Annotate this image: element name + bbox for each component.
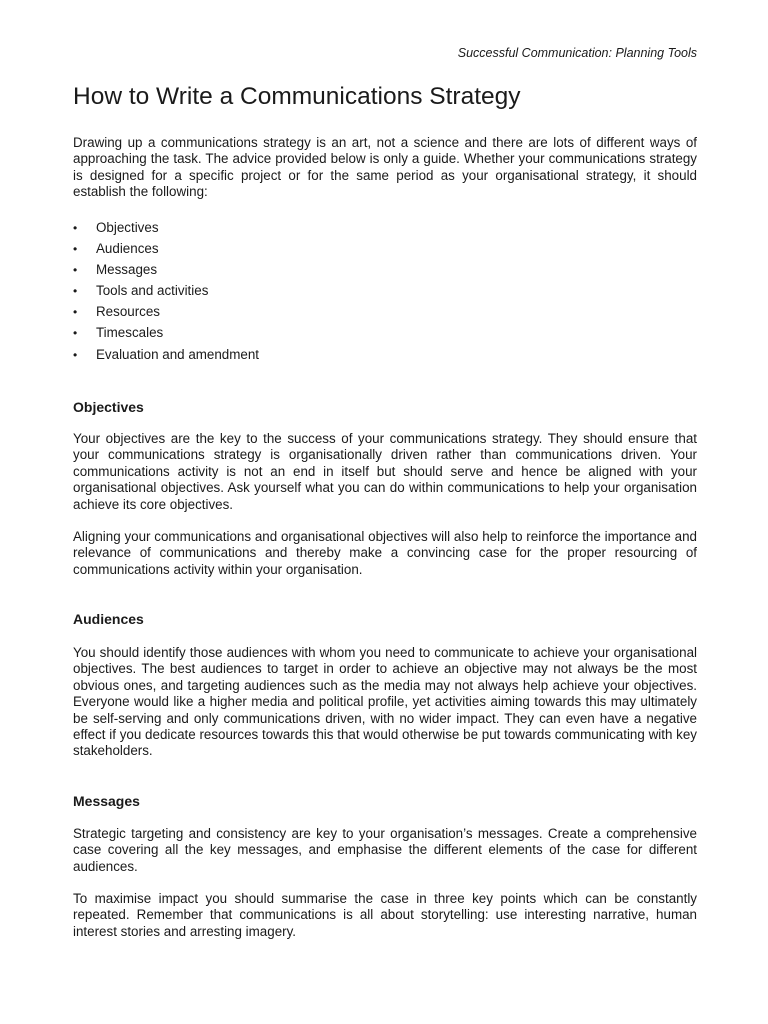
running-header: Successful Communication: Planning Tools [457, 46, 697, 60]
bullet-icon: • [73, 284, 78, 299]
messages-paragraph-1: Strategic targeting and consistency are key to your organisation’s messages. Create a comprehensive case covering all the key messages, and emphasise the different elements of the case for different audiences. [73, 826, 697, 874]
list-item-label: Tools and activities [96, 283, 209, 299]
list-item [73, 241, 259, 262]
list-item [73, 283, 259, 304]
list-item-label: Audiences [96, 241, 159, 257]
strategy-elements-list [73, 220, 259, 368]
objectives-paragraph-2: Aligning your communications and organisational objectives will also help to reinforce the importance and relevance of communications and thereby make a convincing case for the proper resourcing of communications activity within your organisation. [73, 529, 697, 577]
messages-paragraph-2: To maximise impact you should summarise the case in three key points which can be constantly repeated. Remember that communications is all about storytelling: use interesting narrative, human interest stories and arresting imagery. [73, 891, 697, 939]
bullet-icon: • [73, 221, 78, 235]
list-item-label: Timescales [96, 325, 164, 341]
list-item [73, 325, 259, 346]
bullet-icon: • [73, 242, 78, 257]
list-item [73, 220, 259, 241]
page-title: How to Write a Communications Strategy [73, 83, 521, 110]
bullet-icon: • [73, 263, 78, 278]
bullet-icon: • [73, 305, 78, 320]
list-item [73, 262, 259, 283]
intro-paragraph: Drawing up a communications strategy is an art, not a science and there are lots of different ways of approaching the task. The advice provided below is only a guide. Whether your communications strategy is designed for a specific project or for the same period as your organisational strategy, it should establish the following: [73, 135, 697, 200]
bullet-icon: • [73, 326, 78, 341]
list-item-label: Objectives [96, 220, 159, 235]
list-item-label: Evaluation and amendment [96, 346, 260, 362]
audiences-paragraph-1: You should identify those audiences with whom you need to communicate to achieve your organisational objectives. The best audiences to target in order to achieve an objective may not always be the most obvious ones, and targeting audiences such as the media may not always help achieve your objectives. Everyone would like a higher media and political profile, yet activities aiming towards this may ultimately be self-serving and only communications driven, with no wider impact. They can even have a negative effect if you dedicate resources towards this that would otherwise be put towards communicating with key stakeholders. [73, 645, 697, 759]
objectives-paragraph-1: Your objectives are the key to the success of your communications strategy. They should ensure that your communications strategy is organisationally driven rather than communications driven. Your communications activity is not an end in itself but should serve and hence be aligned with your organisational objectives. Ask yourself what you can do within communications to help your organisation achieve its core objectives. [73, 431, 697, 512]
section-heading-audiences: Audiences [73, 611, 144, 627]
list-item-label: Messages [96, 262, 158, 278]
list-item [73, 347, 259, 368]
section-heading-objectives: Objectives [73, 399, 144, 415]
list-item-label: Resources [96, 304, 161, 320]
bullet-icon: • [73, 347, 78, 362]
list-item [73, 304, 259, 325]
section-heading-messages: Messages [73, 793, 140, 809]
